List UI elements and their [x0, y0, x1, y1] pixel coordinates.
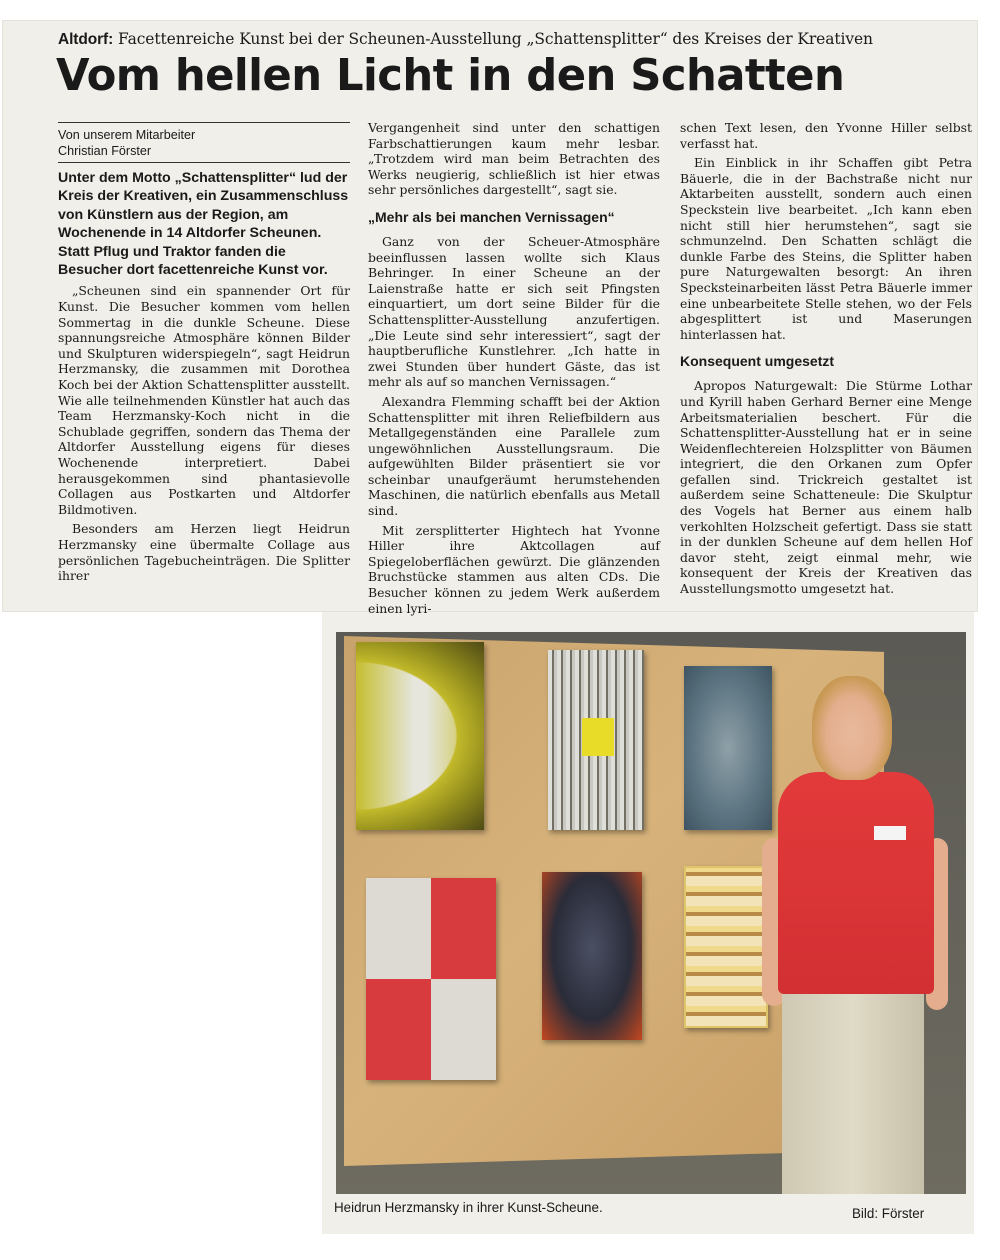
kicker-line	[58, 30, 978, 49]
byline-role: Von unserem Mitarbeiter	[58, 128, 196, 142]
paragraph: Ein Einblick in ihr Schaffen gibt Petra Bäuerle, die in der Bachstraße nicht nur Aktarbeiten ausstellt, sondern auch einen Speckstein live bearbeitet. „Ich kann eben nicht still hier herumstehen“, sagt sie schmunzelnd. Den Schatten schlägt die dunkle Farbe des Steins, die Splitter haben pure Naturgewalten besorgt: An ihren Specksteinarbeiten lässt Petra Bäuerle immer eine unbearbeitete Stelle stehen, wo der Fels abgesplittert ist und Maserungen hinterlassen hat.	[680, 155, 972, 342]
photo-caption: Heidrun Herzmansky in ihrer Kunst-Scheune.	[334, 1200, 603, 1215]
paragraph: Alexandra Flemming schafft bei der Aktion Schattensplitter mit ihren Reliefbildern aus Metallgegenständen eine Parallele zum ungewöhnlichen Ausstellungsraum. Die aufgewühlten Bilder präsentiert sie vor scheinbar unaufgeräumt herumstehenden Maschinen, die natürlich ebenfalls aus Metall sind.	[368, 393, 660, 519]
person-heidrun-herzmansky	[766, 676, 952, 1194]
person-head	[812, 676, 892, 780]
artwork-dark-scribble	[542, 872, 642, 1040]
photo	[336, 632, 966, 1194]
subheading: Konsequent umgesetzt	[680, 353, 835, 370]
lead-paragraph: Unter dem Motto „Schattensplitter“ lud der Kreis der Kreativen, ein Zusammenschluss von Künstlern aus der Region, am Wochenende in 14 Altdorfer Scheunen. Statt Pflug und Traktor fanden die Besucher dort facettenreiche Kunst vor.	[58, 170, 349, 279]
artwork-yellow-tag	[582, 718, 614, 756]
subheading: „Mehr als bei manchen Vernissagen“	[368, 208, 615, 225]
photo-credit: Bild: Förster	[852, 1206, 925, 1221]
person-shirt	[778, 772, 934, 994]
artwork-orange-frames	[684, 866, 768, 1028]
artwork-yellow-arcs	[356, 642, 484, 830]
kicker-text: Facettenreiche Kunst bei der Scheunen-Ausstellung „Schattensplitter“ des Kreises der Kreativen	[117, 30, 873, 48]
column-3	[680, 120, 972, 601]
byline-author: Christian Förster	[58, 144, 152, 158]
column-2	[368, 120, 660, 620]
paragraph: Mit zersplitterter Hightech hat Yvonne Hiller ihre Aktcollagen auf Spiegeloberflächen gewürzt. Die glänzenden Bruchstücke stammen aus alten CDs. Die Besucher können zu jedem Werk außerdem einen lyri-	[368, 522, 660, 616]
artwork-red-triangles	[366, 878, 496, 1080]
paragraph: „Scheunen sind ein spannender Ort für Kunst. Die Besucher kommen vom hellen Sommertag in die dunkle Scheune. Diese spannungsreiche Atmosphäre können Bilder und Skulpturen widerspiegeln“, sagt Heidrun Herzmansky, die zusammen mit Dorothea Koch bei der Aktion Schattensplitter ausstellt. Wie alle teilnehmenden Künstler hat auch das Team Herzmansky-Koch nicht in die Schublade gegriffen, sondern das Thema der Altdorfer Ausstellung eigens für dieses Wochenende interpretiert. Dabei herausgekommen sind phantasievolle Collagen aus Postkarten und Altdorfer Bildmotiven.	[58, 283, 350, 517]
name-badge	[874, 826, 906, 840]
paragraph: schen Text lesen, den Yvonne Hiller selbst verfasst hat.	[680, 120, 972, 151]
column-1	[58, 120, 350, 588]
person-pants	[782, 980, 924, 1194]
paragraph: Vergangenheit sind unter den schattigen Farbschattierungen kaum mehr lesbar. „Trotzdem wird man beim Betrachten des Werks neugierig, schließlich ist hier etwas sehr persönliches dargestellt“, sagt sie.	[368, 120, 660, 198]
kicker-place: Altdorf:	[58, 31, 114, 48]
artwork-grey-stripes	[548, 650, 644, 830]
paragraph: Besonders am Herzen liegt Heidrun Herzmansky eine übermalte Collage aus persönlichen Tagebucheinträgen. Die Splitter ihrer	[58, 521, 350, 584]
headline: Vom hellen Licht in den Schatten	[56, 50, 845, 101]
paragraph: Apropos Naturgewalt: Die Stürme Lothar und Kyrill haben Gerhard Berner eine Menge Arbeitsmaterialien beschert. Für die Schattensplitter-Ausstellung hat er in seine Weidenflechtereien Holzsplitter von Bäumen integriert, die den Orkanen zum Opfer gefallen sind. Trickreich gestaltet ist außerdem seine Schatteneule: Die Skulptur des Vogels hat Berner aus einem halb verkohlten Holzscheit gefertigt. Dass sie statt in der dunklen Scheune auf dem hellen Hof davor steht, zeigt einmal mehr, wie konsequent der Kreis der Kreativen das Ausstellungsmotto umgesetzt hat.	[680, 378, 972, 597]
byline	[58, 122, 350, 163]
paragraph: Ganz von der Scheuer-Atmosphäre beeinflussen lassen wollte sich Klaus Behringer. In einer Scheune an der Laienstraße hatte er sich seit Pfingsten einquartiert, um dort seine Bilder für die Schattensplitter-Ausstellung anzufertigen. „Die Leute sind sehr interessiert“, sagt der hauptberufliche Kunstlehrer. „Ich hatte in zwei Stunden über hundert Gäste, das ist mehr als auf so manchen Vernissagen.“	[368, 233, 660, 390]
artwork-blue-swirl	[684, 666, 772, 830]
